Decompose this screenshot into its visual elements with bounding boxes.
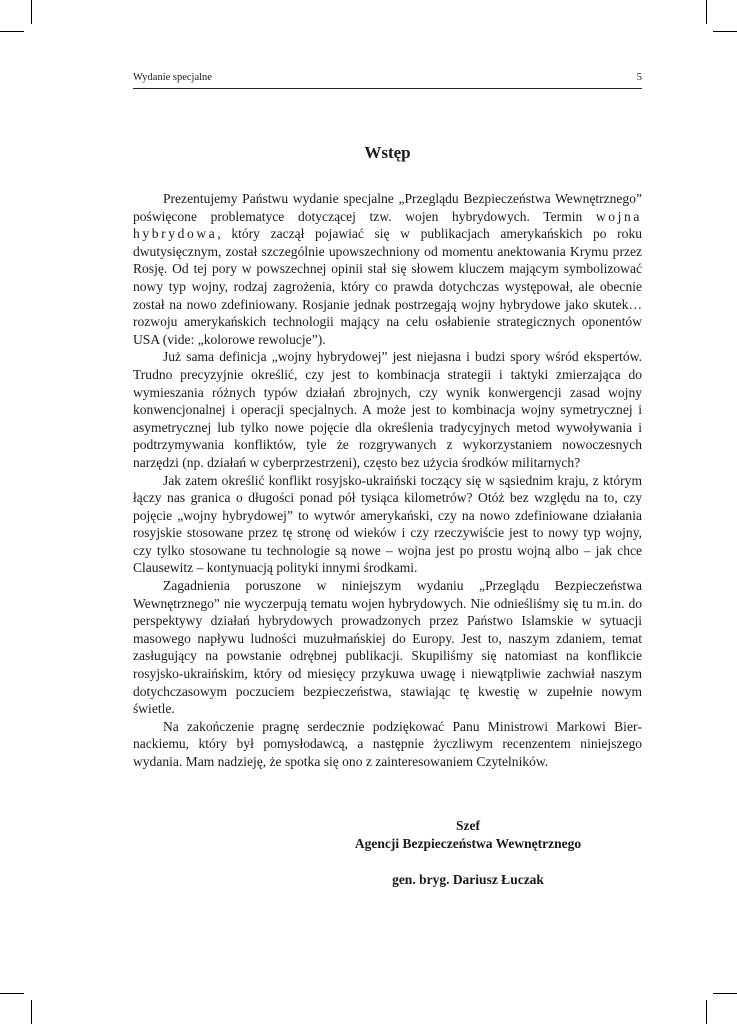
crop-mark (706, 0, 707, 24)
signature-name: gen. bryg. Dariusz Łuczak (392, 872, 544, 887)
signature-agency: Agencji Bezpieczeństwa Wewnętrznego (354, 836, 582, 851)
paragraph: Jak zatem określić konflikt rosyjsko-ukraiński toczący się w sąsiednim kraju, z którym łączy nas granica o długości ponad pół tysiąca kilometrów? Otóż bez względu na to, czy pojęcie „wojny hybrydowej” to wytwór amerykański, czy na nowo zdefiniowane działania rosyjskie stosowane przez tę stronę od wieków i czy rzeczywiście jest to nowy typ wojny, czy tylko stosowane tu technologie są nowe – wojna jest po prostu wojną albo – jak chce Clausewitz – kontynuacją polityki innymi środkami. (133, 472, 642, 576)
crop-mark (0, 993, 24, 994)
paragraph: Już sama definicja „wojny hybrydowej” jest niejasna i budzi spory wśród ekspertów. Trudno precyzyjnie określić, czy jest to kombinacja strategii i taktyki zmierzająca do wymieszania różnych typów działań zbrojnych, czy wynik konwergencji zasad wojny konwencjonalnej i operacji specjalnych. A może jest to kombinacja wojny symetrycznej i asymetrycznej lub tylko nowe pojęcie dla określenia tradycyjnych metod wywoływania i podtrzymywania konfliktów, tyle że rozgrywanych z wykorzystaniem nowoczesnych narzędzi (np. działań w cyberprzestrzeni), często bez użycia środków militarnych? (133, 349, 642, 470)
crop-mark (0, 31, 24, 32)
crop-mark (31, 1000, 32, 1024)
crop-mark (31, 0, 32, 24)
section-name: Wydanie specjalne (133, 72, 212, 83)
crop-mark (713, 993, 737, 994)
signature-role: Szef (456, 818, 480, 833)
running-header (133, 71, 642, 89)
body-text (133, 190, 642, 771)
crop-mark (713, 31, 737, 32)
page-title: Wstęp (364, 143, 411, 162)
page-number: 5 (636, 72, 642, 83)
signature-block (300, 817, 636, 889)
paragraph: Zagadnienia poruszone w niniejszym wydaniu „Przeglądu Bezpieczeństwa Wewnętrznego” nie wyczerpują tematu wojen hybrydowych. Nie odnieśliśmy się tu m.in. do perspektywy działań hybrydowych prowadzonych przez Państwo Islamskie w sytuacji masowego napływu ludności muzułmańskiej do Europy. Jest to, naszym zdaniem, temat zasługujący na powstanie odrębnej publikacji. Skupiliśmy się natomiast na konflikcie rosyjsko-ukraińskim, który od miesięcy przykuwa uwagę i niewątpliwie zachwiał naszym dotychczasowym poczuciem bezpieczeństwa, stawiając tę kwestię w zupełnie nowym świetle. (133, 578, 642, 717)
paragraph: Na zakończenie pragnę serdecznie podziękować Panu Ministrowi Markowi Biernackiemu, który był pomysłodawcą, a następnie życzliwym recenzentem niniejszego wydania. Mam nadzieję, że spotka się ono z zainteresowaniem Czytelników. (133, 718, 642, 769)
paragraph: Prezentujemy Państwu wydanie specjalne „Przeglądu Bezpieczeństwa Wewnętrznego” poświęcone problematyce dotyczącej tzw. wojen hybrydowych. Termin wojna hybrydowa, który zaczął pojawiać się w publikacjach amerykańskich po roku dwutysięcznym, został szczególnie upowszechniony od momentu anektowania Krymu przez Rosję. Od tej pory w powszechnej opinii stał się słowem kluczem mającym symbolizować nowy typ wojny, rodzaj zagrożenia, który co prawda dotychczas występował, ale obecnie został na nowo zdefiniowany. Rosjanie jednak postrzegają wojny hybrydowe jako skutek… rozwoju amerykańskich technologii mający na celu osłabienie strategicznych oponentów USA (vide: „kolorowe rewolucje”). (133, 191, 642, 347)
emphasized-term: wojna hybrydowa (133, 208, 642, 242)
crop-mark (706, 1000, 707, 1024)
